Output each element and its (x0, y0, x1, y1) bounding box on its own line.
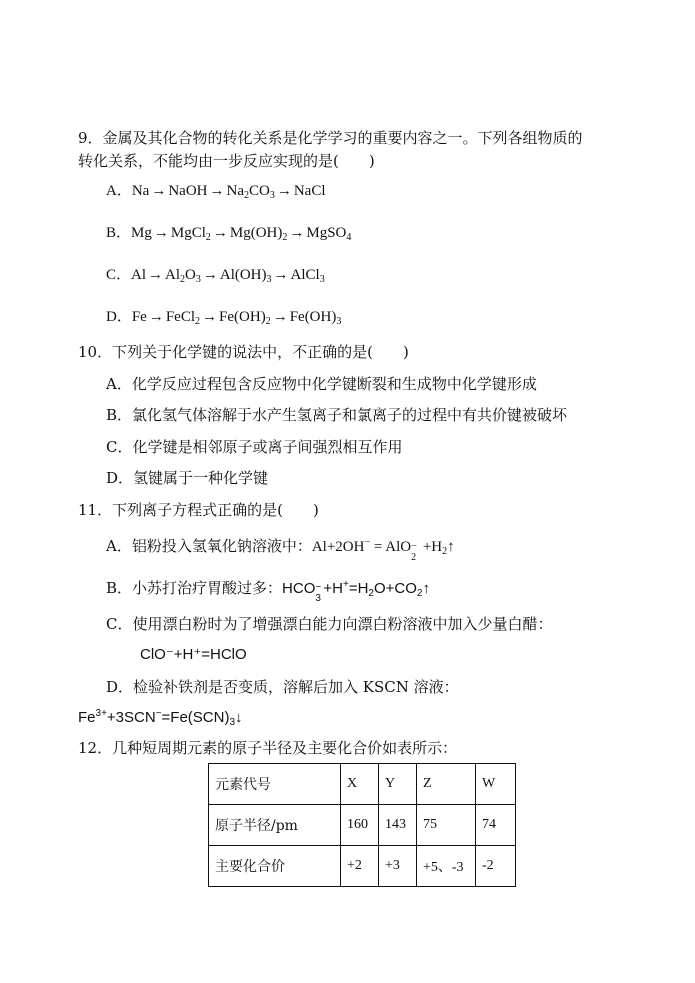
table-cell: Z (417, 764, 476, 805)
q11-option-b: B．小苏打治疗胃酸过多：HCO − 3 $+H^+=H_2O+CO_2↑$ (106, 579, 430, 605)
q11-option-a: A．铝粉投入氢氧化钠溶液中：Al+2OH− = AlO − 2 $+H_2↑$ (106, 537, 455, 563)
q9-option-c: C．$Al \to Al_2O_3 \to Al(OH)_3$ → AlCl$_3$ (106, 267, 325, 285)
q11-option-d-equation: $Fe^{3+}+3SCN^-=Fe(SCN)_3↓$ (78, 708, 243, 728)
q9-option-d: D．Fe → FeCl$_2$ → $Fe(OH)_2 \to Fe(OH)_3$ (106, 309, 342, 327)
table-row (209, 764, 516, 805)
table-cell: +3 (379, 846, 417, 887)
table-cell: -2 (476, 846, 516, 887)
table-row (209, 805, 516, 846)
table-cell: 160 (341, 805, 379, 846)
table-cell: W (476, 764, 516, 805)
q11-option-d: D．检验补铁剂是否变质，溶解后加入 KSCN 溶液： (106, 678, 459, 696)
q10-option-a: A．化学反应过程包含反应物中化学键断裂和生成物中化学键形成 (106, 375, 537, 393)
table-cell: 元素代号 (209, 764, 341, 805)
table-cell: 74 (476, 805, 516, 846)
table-cell: 主要化合价 (209, 846, 341, 887)
table-cell: Y (379, 764, 417, 805)
q11-option-c-equation: ClO⁻+H⁺=HClO (140, 646, 247, 663)
q10-option-d: D．氢键属于一种化学键 (106, 469, 269, 487)
table-cell: +2 (341, 846, 379, 887)
table-cell: X (341, 764, 379, 805)
table-cell: 143 (379, 805, 417, 846)
table-cell: 原子半径/pm (209, 805, 341, 846)
table-row (209, 846, 516, 887)
element-table (208, 763, 516, 887)
q11-stem: 11．下列离子方程式正确的是( ) (78, 501, 319, 519)
q9-option-b: B．Mg → MgCl$_2$ → $Mg(OH)_2$ → MgSO$_4$ (106, 225, 352, 243)
q9-stem-line2: 转化关系，不能均由一步反应实现的是( ) (78, 152, 375, 170)
table-cell: 75 (417, 805, 476, 846)
q9-stem-line1: 9．金属及其化合物的转化关系是化学学习的重要内容之一。下列各组物质的 (78, 129, 583, 147)
q10-option-b: B．氯化氢气体溶解于水产生氢离子和氯离子的过程中有共价键被破坏 (106, 406, 568, 424)
q11-option-c: C．使用漂白粉时为了增强漂白能力向漂白粉溶液中加入少量白醋： (106, 615, 553, 633)
table-cell: +5、-3 (417, 846, 476, 887)
q12-stem: 12．几种短周期元素的原子半径及主要化合价如表所示： (78, 739, 458, 757)
q9-option-a: A．Na → NaOH → $Na_2CO_3$ → NaCl (106, 183, 326, 201)
q10-option-c: C．化学键是相邻原子或离子间强烈相互作用 (106, 438, 403, 456)
q10-stem: 10．下列关于化学键的说法中，不正确的是( ) (78, 343, 409, 361)
